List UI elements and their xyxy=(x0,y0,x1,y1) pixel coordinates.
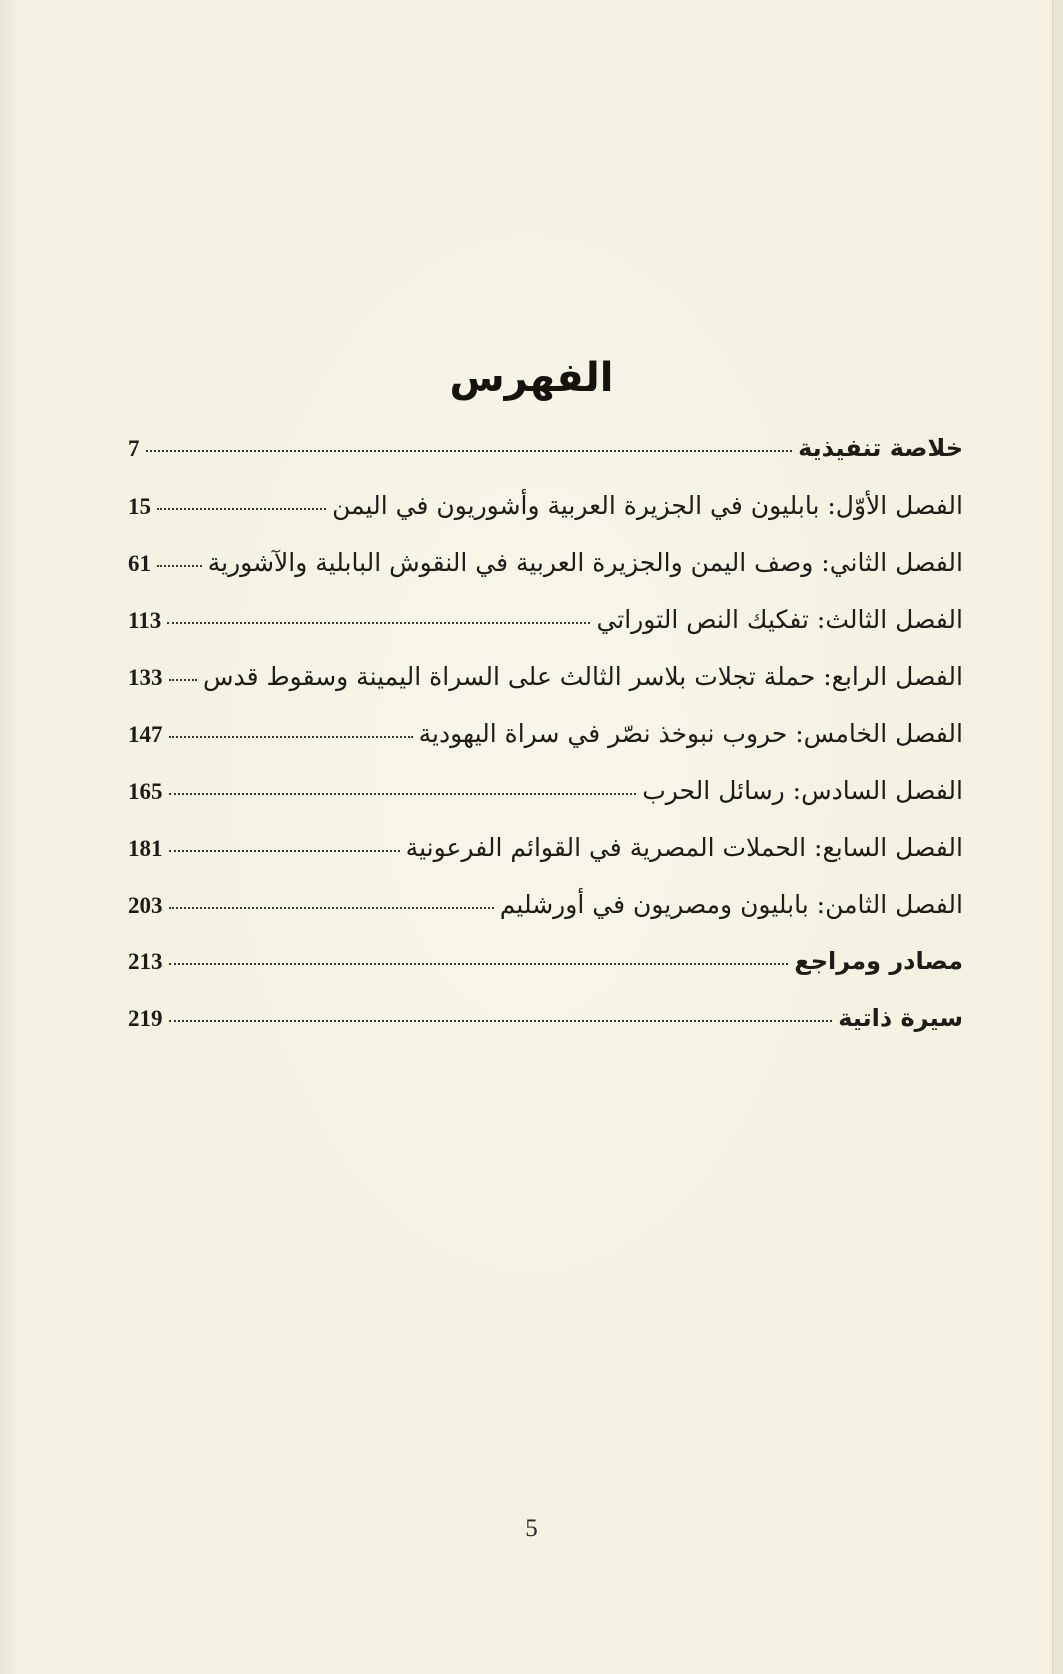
dot-leader xyxy=(157,508,326,510)
toc-entry-page: 203 xyxy=(128,893,163,918)
toc-entry-title: سيرة ذاتية xyxy=(838,1004,963,1032)
toc-entry xyxy=(128,1004,963,1061)
page-title: الفهرس xyxy=(449,354,614,401)
dot-leader xyxy=(169,679,198,681)
toc-entry xyxy=(128,947,963,1004)
toc-entry-page: 61 xyxy=(128,551,151,576)
toc-entry-title: الفصل الثاني: وصف اليمن والجزيرة العربية في النقوش البابلية والآشورية xyxy=(207,548,963,577)
toc-entry-page: 165 xyxy=(128,779,163,804)
toc-entry-page: 213 xyxy=(128,949,163,974)
toc-entry xyxy=(128,605,963,662)
table-of-contents xyxy=(128,434,963,1061)
dot-leader xyxy=(169,1020,833,1022)
toc-entry-title: الفصل الخامس: حروب نبوخذ نصّر في سراة اليهودية xyxy=(418,719,963,748)
dot-leader xyxy=(169,736,413,738)
dot-leader xyxy=(146,450,793,452)
toc-entry-title: الفصل السابع: الحملات المصرية في القوائم الفرعونية xyxy=(405,833,963,862)
toc-entry xyxy=(128,548,963,605)
dot-leader xyxy=(169,963,789,965)
toc-entry xyxy=(128,662,963,719)
toc-entry xyxy=(128,719,963,776)
toc-entry xyxy=(128,434,963,491)
toc-entry xyxy=(128,833,963,890)
toc-entry-title: الفصل الثامن: بابليون ومصريون في أورشليم xyxy=(499,890,963,919)
toc-entry-page: 113 xyxy=(128,608,162,633)
toc-entry xyxy=(128,890,963,947)
toc-entry-title: مصادر ومراجع xyxy=(794,947,963,975)
page-edge xyxy=(1052,0,1063,1674)
dot-leader xyxy=(169,907,494,909)
toc-entry-title: الفصل الأوّل: بابليون في الجزيرة العربية وأشوريون في اليمن xyxy=(332,491,963,520)
toc-entry-page: 181 xyxy=(128,836,163,861)
toc-entry-page: 219 xyxy=(128,1006,163,1031)
toc-entry xyxy=(128,776,963,833)
toc-entry-page: 133 xyxy=(128,665,163,690)
dot-leader xyxy=(169,850,400,852)
dot-leader xyxy=(167,622,590,624)
toc-entry-title: الفصل الرابع: حملة تجلات بلاسر الثالث على السراة اليمينة وسقوط قدس xyxy=(203,662,963,691)
toc-entry-title: الفصل السادس: رسائل الحرب xyxy=(642,776,963,805)
toc-entry-page: 15 xyxy=(128,494,151,519)
toc-entry-page: 147 xyxy=(128,722,163,747)
toc-entry-title: الفصل الثالث: تفكيك النص التوراتي xyxy=(596,605,963,634)
page-number: 5 xyxy=(525,1515,538,1542)
dot-leader xyxy=(157,565,202,567)
toc-entry-title: خلاصة تنفيذية xyxy=(798,434,963,462)
toc-entry xyxy=(128,491,963,548)
toc-entry-page: 7 xyxy=(128,436,140,461)
dot-leader xyxy=(169,793,637,795)
